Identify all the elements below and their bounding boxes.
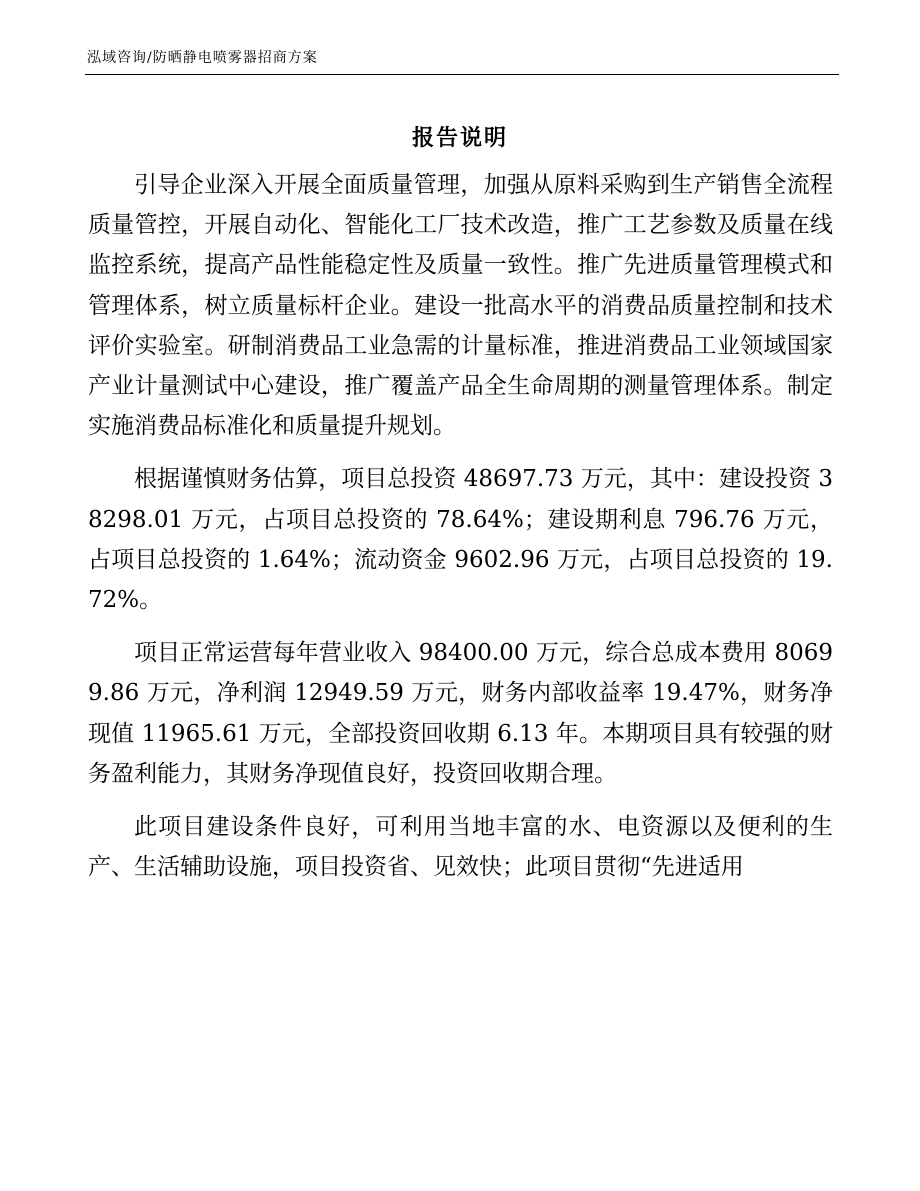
header-divider xyxy=(85,74,839,75)
paragraph-quality-management: 引导企业深入开展全面质量管理，加强从原料采购到生产销售全流程质量管控，开展自动化、智能化工厂技术改造，推广工艺参数及质量在线监控系统，提高产品性能稳定性及质量一致性。推广先进质量管理模式和管理体系，树立质量标杆企业。建设一批高水平的消费品质量控制和技术评价实验室。研制消费品工业急需的计量标准，推进消费品工业领域国家产业计量测试中心建设，推广覆盖产品全生命周期的测量管理体系。制定实施消费品标准化和质量提升规划。 xyxy=(88,172,833,440)
page-title: 报告说明 xyxy=(411,126,508,151)
report-body xyxy=(88,165,833,900)
paragraph-construction-conditions: 此项目建设条件良好，可利用当地丰富的水、电资源以及便利的生产、生活辅助设施，项目投资省、见效快；此项目贯彻“先进适用 xyxy=(88,814,833,881)
paragraph-financial-returns: 项目正常运营每年营业收入 98400.00 万元，综合总成本费用 80699.86 万元，净利润 12949.59 万元，财务内部收益率 19.47%，财务净现值 11965.61 万元，全部投资回收期 6.13 年。本期项目具有较强的财务盈利能力，其财务净现值良好，投资回收期合理。 xyxy=(88,640,833,787)
running-header: 泓域咨询/防晒静电喷雾器招商方案 xyxy=(87,50,318,66)
paragraph-investment-estimate: 根据谨慎财务估算，项目总投资 48697.73 万元，其中：建设投资 38298.01 万元，占项目总投资的 78.64%；建设期利息 796.76 万元，占项目总投资的 1.64%；流动资金 9602.96 万元，占项目总投资的 19.72%。 xyxy=(88,466,833,614)
